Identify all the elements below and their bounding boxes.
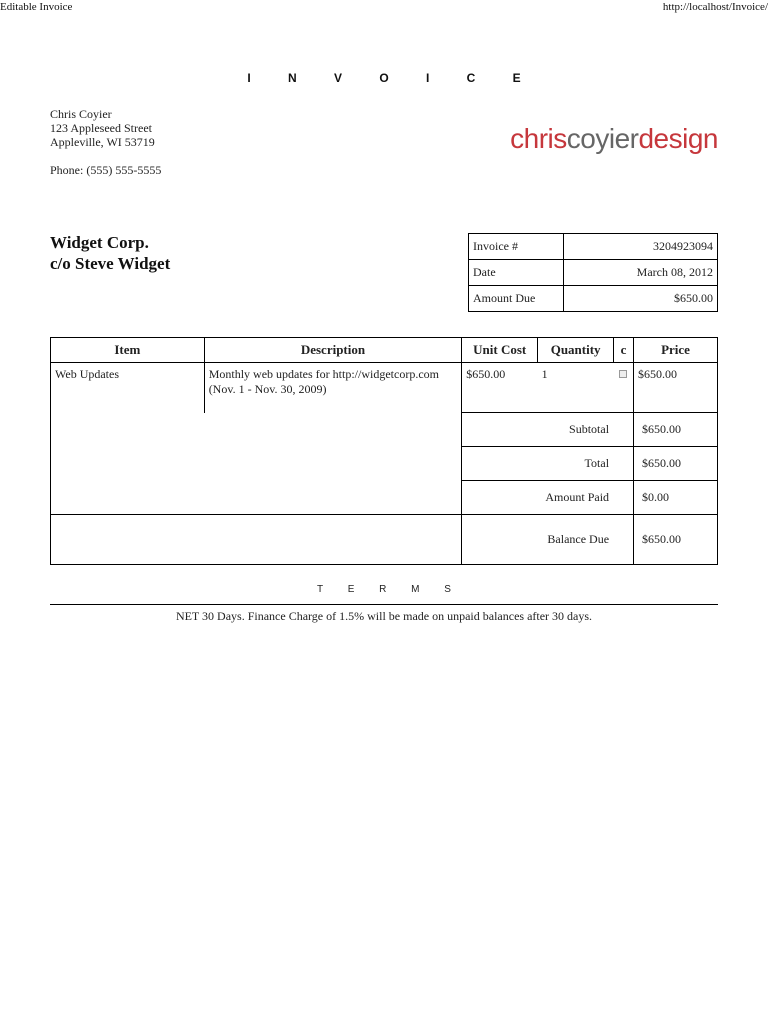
sender-city: Appleville, WI 53719: [50, 135, 155, 149]
date-label: Date: [469, 260, 564, 286]
date-value[interactable]: March 08, 2012: [564, 260, 718, 286]
header-unit-cost: Unit Cost: [462, 338, 538, 363]
balance-due-label: Balance Due: [462, 515, 634, 565]
customer-line1: Widget Corp.: [50, 233, 149, 252]
meta-row-invoice: [469, 234, 718, 260]
items-table: [50, 337, 718, 565]
item-unit-cost[interactable]: $650.00: [462, 363, 538, 413]
print-header-url: http://localhost/Invoice/: [662, 1, 768, 13]
terms-title: T E R M S: [317, 584, 462, 595]
item-checkbox-cell: [614, 363, 634, 413]
amount-due-value: $650.00: [564, 286, 718, 312]
item-price: $650.00: [634, 363, 718, 413]
logo-part-chris: chris: [510, 123, 567, 154]
sender-address[interactable]: [50, 107, 161, 177]
logo-part-design: design: [638, 123, 718, 154]
item-checkbox[interactable]: [619, 370, 627, 378]
header-item: Item: [51, 338, 205, 363]
items-header-row: [51, 338, 718, 363]
item-quantity[interactable]: 1: [538, 363, 614, 413]
meta-row-date: [469, 260, 718, 286]
subtotal-row: [51, 413, 718, 447]
balance-due-row: [51, 515, 718, 565]
customer-name[interactable]: [50, 232, 170, 274]
subtotal-value: $650.00: [634, 413, 718, 447]
invoice-title: I N V O I C E: [247, 71, 538, 85]
company-logo: [510, 122, 718, 156]
header-c: c: [614, 338, 634, 363]
header-price: Price: [634, 338, 718, 363]
customer-line2: c/o Steve Widget: [50, 254, 171, 273]
header-description: Description: [204, 338, 462, 363]
item-name[interactable]: Web Updates: [51, 363, 205, 413]
table-row: [51, 363, 718, 413]
item-description[interactable]: Monthly web updates for http://widgetcorp.com (Nov. 1 - Nov. 30, 2009): [204, 363, 462, 413]
invoice-number-label: Invoice #: [469, 234, 564, 260]
sender-phone: Phone: (555) 555-5555: [50, 163, 162, 177]
amount-due-label: Amount Due: [469, 286, 564, 312]
terms-divider: [50, 604, 718, 605]
subtotal-label: Subtotal: [462, 413, 634, 447]
amount-paid-label: Amount Paid: [462, 481, 634, 515]
invoice-number-value[interactable]: 3204923094: [564, 234, 718, 260]
sender-street: 123 Appleseed Street: [50, 121, 152, 135]
total-label: Total: [462, 447, 634, 481]
sender-name: Chris Coyier: [50, 107, 112, 121]
print-header: [0, 0, 768, 16]
amount-paid-value[interactable]: $0.00: [634, 481, 718, 515]
logo-part-coyier: coyier: [566, 123, 639, 154]
totals-blank-area: [51, 413, 462, 515]
terms-text[interactable]: NET 30 Days. Finance Charge of 1.5% will be made on unpaid balances after 30 days.: [175, 609, 593, 623]
invoice-meta-table: [468, 233, 718, 312]
balance-blank-area: [51, 515, 462, 565]
print-header-title: Editable Invoice: [0, 1, 73, 13]
header-quantity: Quantity: [538, 338, 614, 363]
balance-due-value: $650.00: [634, 515, 718, 565]
meta-row-amount-due: [469, 286, 718, 312]
total-value: $650.00: [634, 447, 718, 481]
